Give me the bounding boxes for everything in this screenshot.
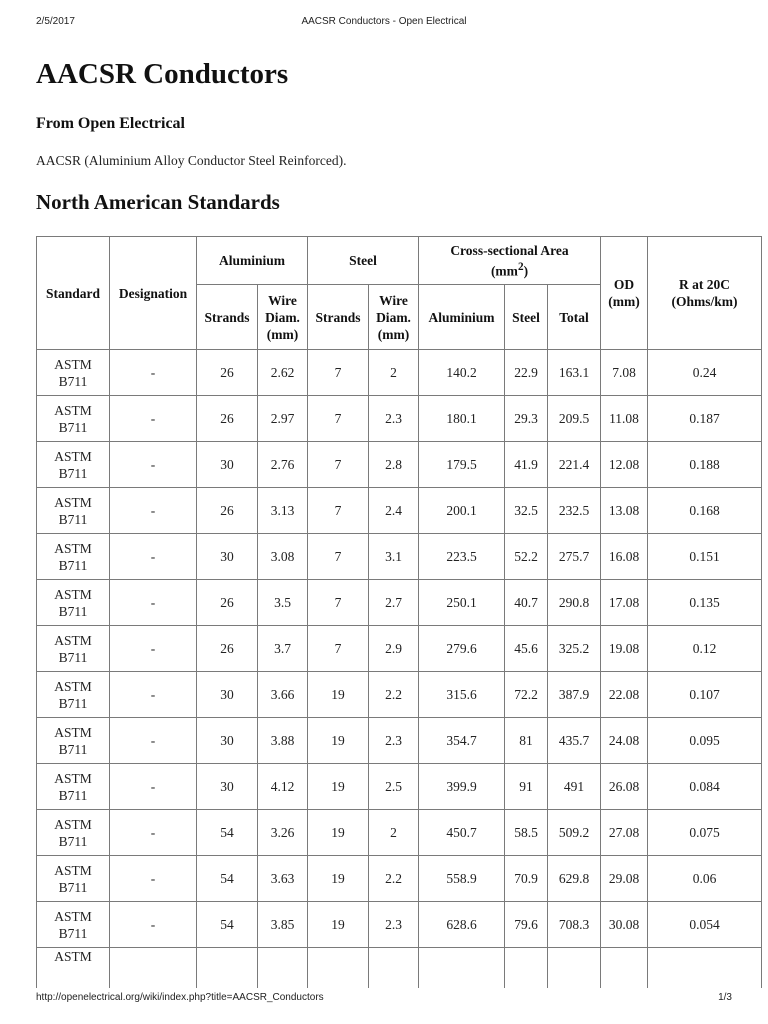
print-header — [36, 16, 732, 30]
cell-designation: - — [110, 396, 197, 442]
cell-standard: ASTM B711 — [37, 488, 110, 534]
cell-al-strands: 26 — [197, 350, 258, 396]
cell-al-wire-diam: 3.7 — [258, 626, 308, 672]
cell-al-strands: 30 — [197, 534, 258, 580]
cell-st-wire-diam: 2.5 — [369, 764, 419, 810]
table-row — [37, 764, 762, 810]
cell-area-total: 232.5 — [548, 488, 601, 534]
cell-st-strands: 19 — [308, 672, 369, 718]
cell-st-wire-diam: 2.4 — [369, 488, 419, 534]
cell-al-wire-diam: 3.63 — [258, 856, 308, 902]
cell-al-strands: 26 — [197, 626, 258, 672]
cell-standard: ASTM B711 — [37, 442, 110, 488]
cell-resistance: 0.187 — [648, 396, 762, 442]
cell-st-strands: 19 — [308, 902, 369, 948]
cell-area-aluminium: 399.9 — [419, 764, 505, 810]
cell-standard: ASTM B711 — [37, 396, 110, 442]
cell-al-wire-diam: 2.62 — [258, 350, 308, 396]
cell-area-total: 325.2 — [548, 626, 601, 672]
col-header-designation: Designation — [110, 237, 197, 350]
table-row — [37, 672, 762, 718]
header-row-group — [37, 237, 762, 285]
cell-designation: - — [110, 810, 197, 856]
cell-al-wire-diam: 2.76 — [258, 442, 308, 488]
cell-area-steel: 41.9 — [505, 442, 548, 488]
col-header-steel: Steel — [308, 237, 419, 285]
cell-standard: ASTM B711 — [37, 626, 110, 672]
cell-area-aluminium: 223.5 — [419, 534, 505, 580]
cell-area-total: 629.8 — [548, 856, 601, 902]
cell-st-wire-diam: 2.3 — [369, 902, 419, 948]
cell-st-wire-diam: 2.9 — [369, 626, 419, 672]
cell-designation: - — [110, 488, 197, 534]
cell-al-wire-diam: 3.85 — [258, 902, 308, 948]
cell-st-wire-diam: 2.3 — [369, 396, 419, 442]
od-unit: (mm) — [608, 294, 640, 309]
cell-area-total: 509.2 — [548, 810, 601, 856]
cell-area-aluminium: 279.6 — [419, 626, 505, 672]
col-header-area-steel: Steel — [505, 285, 548, 350]
cell-standard: ASTM B711 — [37, 764, 110, 810]
table-row — [37, 718, 762, 764]
cell-area-aluminium: 628.6 — [419, 902, 505, 948]
cell-al-strands: 30 — [197, 672, 258, 718]
cell-area-total: 387.9 — [548, 672, 601, 718]
cell-od: 27.08 — [601, 810, 648, 856]
col-header-st-strands: Strands — [308, 285, 369, 350]
cell-area-steel: 22.9 — [505, 350, 548, 396]
cell-al-strands: 30 — [197, 718, 258, 764]
cell-area-aluminium: 354.7 — [419, 718, 505, 764]
cell-st-wire-diam: 3.1 — [369, 534, 419, 580]
cell-area-aluminium — [419, 948, 505, 989]
cell-al-strands: 26 — [197, 396, 258, 442]
cell-st-strands: 7 — [308, 488, 369, 534]
cell-standard: ASTM B711 — [37, 902, 110, 948]
cell-od: 24.08 — [601, 718, 648, 764]
cell-st-strands: 19 — [308, 718, 369, 764]
cell-al-strands: 54 — [197, 902, 258, 948]
cell-al-wire-diam: 3.13 — [258, 488, 308, 534]
table-row — [37, 902, 762, 948]
cell-area-total: 491 — [548, 764, 601, 810]
page-indicator: 1/3 — [718, 992, 732, 1003]
cell-area-steel — [505, 948, 548, 989]
cell-al-wire-diam: 2.97 — [258, 396, 308, 442]
col-header-st-wire-diam: Wire Diam. (mm) — [369, 285, 419, 350]
col-header-al-strands: Strands — [197, 285, 258, 350]
cell-area-steel: 45.6 — [505, 626, 548, 672]
cell-al-strands: 30 — [197, 764, 258, 810]
cell-area-steel: 91 — [505, 764, 548, 810]
table-row — [37, 948, 762, 989]
cell-st-wire-diam: 2.3 — [369, 718, 419, 764]
table-row — [37, 856, 762, 902]
table-row — [37, 442, 762, 488]
cell-st-wire-diam: 2.2 — [369, 856, 419, 902]
cell-resistance — [648, 948, 762, 989]
table-row — [37, 810, 762, 856]
cell-st-wire-diam: 2 — [369, 350, 419, 396]
cell-al-wire-diam: 3.08 — [258, 534, 308, 580]
cell-al-wire-diam — [258, 948, 308, 989]
cell-al-wire-diam: 3.88 — [258, 718, 308, 764]
cell-resistance: 0.084 — [648, 764, 762, 810]
cell-area-steel: 32.5 — [505, 488, 548, 534]
cell-resistance: 0.107 — [648, 672, 762, 718]
cell-st-strands: 7 — [308, 396, 369, 442]
cell-designation: - — [110, 442, 197, 488]
cell-designation: - — [110, 534, 197, 580]
cell-st-strands: 19 — [308, 856, 369, 902]
cell-od: 12.08 — [601, 442, 648, 488]
cell-st-strands: 7 — [308, 534, 369, 580]
cell-al-wire-diam: 4.12 — [258, 764, 308, 810]
resistance-label: R at 20C — [679, 277, 730, 292]
cell-al-strands — [197, 948, 258, 989]
table-body — [37, 350, 762, 989]
cell-area-steel: 72.2 — [505, 672, 548, 718]
cell-al-strands: 26 — [197, 580, 258, 626]
page-title: AACSR Conductors — [36, 58, 289, 90]
cell-designation: - — [110, 718, 197, 764]
col-header-cross-section — [419, 237, 601, 285]
cell-od: 11.08 — [601, 396, 648, 442]
cell-area-total: 708.3 — [548, 902, 601, 948]
table-viewport — [36, 236, 762, 988]
cell-st-strands: 7 — [308, 350, 369, 396]
cell-st-wire-diam: 2.7 — [369, 580, 419, 626]
cell-area-steel: 70.9 — [505, 856, 548, 902]
cell-resistance: 0.24 — [648, 350, 762, 396]
cell-resistance: 0.075 — [648, 810, 762, 856]
cell-area-steel: 81 — [505, 718, 548, 764]
cell-al-strands: 30 — [197, 442, 258, 488]
cell-od: 7.08 — [601, 350, 648, 396]
cell-area-aluminium: 315.6 — [419, 672, 505, 718]
cell-od: 19.08 — [601, 626, 648, 672]
table-row — [37, 534, 762, 580]
cell-st-strands: 19 — [308, 810, 369, 856]
cell-area-total: 290.8 — [548, 580, 601, 626]
cell-standard: ASTM B711 — [37, 534, 110, 580]
cell-designation: - — [110, 902, 197, 948]
cell-al-strands: 54 — [197, 856, 258, 902]
cell-area-aluminium: 250.1 — [419, 580, 505, 626]
cell-al-wire-diam: 3.66 — [258, 672, 308, 718]
cell-standard: ASTM B711 — [37, 856, 110, 902]
cell-od: 29.08 — [601, 856, 648, 902]
cell-od: 30.08 — [601, 902, 648, 948]
cell-resistance: 0.188 — [648, 442, 762, 488]
cross-section-label: Cross-sectional Area — [450, 242, 569, 258]
cell-area-aluminium: 450.7 — [419, 810, 505, 856]
cell-area-total — [548, 948, 601, 989]
print-date: 2/5/2017 — [36, 16, 75, 27]
cell-st-strands: 7 — [308, 442, 369, 488]
cell-od: 16.08 — [601, 534, 648, 580]
cell-od — [601, 948, 648, 989]
col-header-area-total: Total — [548, 285, 601, 350]
cell-standard: ASTM B711 — [37, 672, 110, 718]
page-subtitle: From Open Electrical — [36, 115, 185, 132]
cell-standard: ASTM B711 — [37, 810, 110, 856]
cell-area-aluminium: 180.1 — [419, 396, 505, 442]
intro-text: AACSR (Aluminium Alloy Conductor Steel Reinforced). — [36, 153, 347, 168]
cell-area-aluminium: 140.2 — [419, 350, 505, 396]
cell-od: 13.08 — [601, 488, 648, 534]
table-row — [37, 488, 762, 534]
col-header-resistance — [648, 237, 762, 350]
cell-area-steel: 79.6 — [505, 902, 548, 948]
cell-resistance: 0.12 — [648, 626, 762, 672]
cell-st-wire-diam: 2 — [369, 810, 419, 856]
cell-area-steel: 40.7 — [505, 580, 548, 626]
cell-od: 17.08 — [601, 580, 648, 626]
cell-resistance: 0.054 — [648, 902, 762, 948]
cell-designation: - — [110, 672, 197, 718]
cell-standard: ASTM — [37, 948, 110, 989]
cell-standard: ASTM B711 — [37, 350, 110, 396]
cell-area-total: 221.4 — [548, 442, 601, 488]
table-row — [37, 626, 762, 672]
table-row — [37, 396, 762, 442]
cell-al-strands: 54 — [197, 810, 258, 856]
cell-designation — [110, 948, 197, 989]
cell-designation: - — [110, 856, 197, 902]
cell-resistance: 0.095 — [648, 718, 762, 764]
cell-area-total: 209.5 — [548, 396, 601, 442]
cell-resistance: 0.151 — [648, 534, 762, 580]
cell-st-wire-diam — [369, 948, 419, 989]
col-header-al-wire-diam: Wire Diam. (mm) — [258, 285, 308, 350]
print-url: http://openelectrical.org/wiki/index.php?title=AACSR_Conductors — [36, 992, 324, 1003]
col-header-area-aluminium: Aluminium — [419, 285, 505, 350]
cell-area-total: 275.7 — [548, 534, 601, 580]
cell-od: 22.08 — [601, 672, 648, 718]
od-label: OD — [613, 277, 635, 292]
cell-area-aluminium: 558.9 — [419, 856, 505, 902]
cell-resistance: 0.06 — [648, 856, 762, 902]
cell-area-aluminium: 200.1 — [419, 488, 505, 534]
cell-area-total: 163.1 — [548, 350, 601, 396]
cell-st-strands: 7 — [308, 626, 369, 672]
cell-area-steel: 29.3 — [505, 396, 548, 442]
cross-section-unit: (mm — [490, 263, 518, 279]
cell-al-wire-diam: 3.26 — [258, 810, 308, 856]
cross-section-unit-sup: 2 — [517, 260, 524, 273]
cross-section-unit-close: ) — [523, 263, 529, 279]
cell-standard: ASTM B711 — [37, 580, 110, 626]
cell-resistance: 0.135 — [648, 580, 762, 626]
conductor-table — [36, 236, 762, 988]
col-header-standard: Standard — [37, 237, 110, 350]
section-title: North American Standards — [36, 190, 280, 214]
cell-resistance: 0.168 — [648, 488, 762, 534]
cell-st-strands — [308, 948, 369, 989]
cell-designation: - — [110, 764, 197, 810]
cell-area-steel: 52.2 — [505, 534, 548, 580]
cell-standard: ASTM B711 — [37, 718, 110, 764]
cell-al-wire-diam: 3.5 — [258, 580, 308, 626]
cell-designation: - — [110, 580, 197, 626]
cell-designation: - — [110, 350, 197, 396]
table-row — [37, 580, 762, 626]
print-footer — [36, 992, 732, 1006]
table-row — [37, 350, 762, 396]
cell-designation: - — [110, 626, 197, 672]
cell-al-strands: 26 — [197, 488, 258, 534]
col-header-od — [601, 237, 648, 350]
col-header-aluminium: Aluminium — [197, 237, 308, 285]
print-page-title: AACSR Conductors - Open Electrical — [301, 16, 467, 27]
cell-st-wire-diam: 2.2 — [369, 672, 419, 718]
cell-area-steel: 58.5 — [505, 810, 548, 856]
cell-od: 26.08 — [601, 764, 648, 810]
cell-st-strands: 19 — [308, 764, 369, 810]
cell-area-aluminium: 179.5 — [419, 442, 505, 488]
cell-area-total: 435.7 — [548, 718, 601, 764]
cell-st-strands: 7 — [308, 580, 369, 626]
cell-st-wire-diam: 2.8 — [369, 442, 419, 488]
resistance-unit: (Ohms/km) — [671, 294, 738, 309]
